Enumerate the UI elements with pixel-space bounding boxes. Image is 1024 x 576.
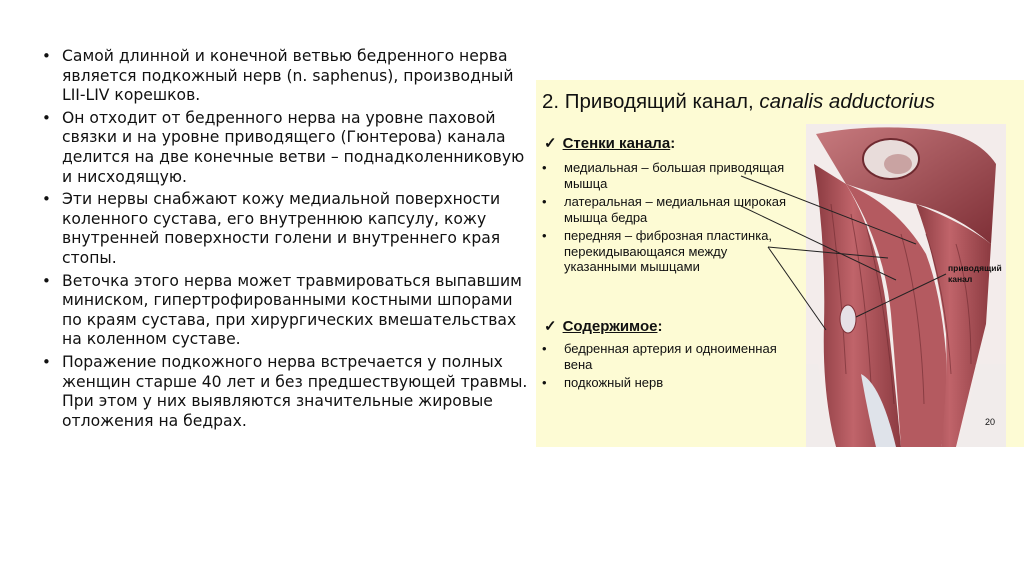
bullet-dot: •	[542, 341, 547, 356]
bullet-item	[40, 190, 530, 268]
contents-list	[540, 341, 800, 394]
bullet-item	[40, 272, 530, 350]
list-item-text: подкожный нерв	[564, 375, 664, 390]
bullet-dot: •	[542, 228, 547, 243]
checkmark-icon: ✓	[544, 318, 557, 335]
walls-heading-text: Стенки канала	[562, 135, 671, 152]
bullet-dot: •	[42, 352, 51, 371]
list-item	[540, 160, 800, 191]
page-number: 20	[985, 417, 996, 427]
bullet-text: Поражение подкожного нерва встречается у полных женщин старше 40 лет и без предшествующей травмы. При этом у них выявляются значительные жировые отложения на бедрах.	[62, 352, 528, 430]
bullet-text: Эти нервы снабжают кожу медиальной поверхности коленного сустава, его внутреннюю капсулу, кожу внутренней поверхности голени и внутреннего края стопы.	[62, 190, 501, 267]
thigh-muscles-illustration	[806, 124, 1006, 447]
panel-title	[542, 90, 1022, 114]
list-item	[540, 228, 800, 275]
bullet-item	[40, 47, 530, 106]
panel-title-plain: 2. Приводящий канал,	[542, 90, 760, 113]
bullet-dot: •	[42, 190, 51, 209]
contents-heading-text: Содержимое	[562, 318, 658, 335]
walls-heading	[544, 134, 675, 152]
list-item-text: передняя – фиброзная пластинка, перекидывающаяся между указанными мышцами	[564, 228, 773, 274]
bullet-dot: •	[42, 271, 51, 290]
walls-list	[540, 160, 800, 278]
bullet-dot: •	[42, 108, 51, 127]
panel-title-latin: canalis adductorius	[759, 90, 935, 113]
bullet-dot: •	[42, 47, 51, 65]
bullet-item	[40, 109, 530, 187]
anatomy-panel	[536, 80, 1024, 447]
bullet-item	[40, 353, 530, 431]
walls-heading-colon: :	[670, 135, 676, 152]
checkmark-icon: ✓	[544, 135, 557, 152]
bullet-dot: •	[542, 375, 547, 390]
list-item	[540, 194, 800, 225]
bullet-text: Веточка этого нерва может травмироваться выпавшим миниском, гипертрофированными костными шпорами по краям сустава, при хирургических вмешательствах на коленном суставе.	[62, 271, 522, 349]
bullet-list	[40, 47, 530, 434]
bullet-dot: •	[542, 194, 547, 209]
callout-label	[948, 263, 1002, 285]
callout-line: приводящий	[948, 263, 1002, 273]
bullet-text: Он отходит от бедренного нерва на уровне паховой связки и на уровне приводящего (Гюнтерова) канала делится на две конечные ветви – поднадколенниковую и нисходящую.	[62, 108, 525, 186]
bullet-text: Самой длинной и конечной ветвью бедренного нерва является подкожный нерв (n. saphenus), производный LII-LIV корешков.	[62, 47, 514, 105]
contents-heading	[544, 317, 662, 335]
contents-heading-colon: :	[657, 318, 663, 335]
list-item	[540, 375, 800, 391]
list-item-text: медиальная – большая приводящая мышца	[564, 160, 785, 191]
bullet-dot: •	[542, 160, 547, 175]
list-item-text: латеральная – медиальная широкая мышца бедра	[564, 194, 787, 225]
callout-line: канал	[948, 274, 973, 284]
list-item	[540, 341, 800, 372]
list-item-text: бедренная артерия и одноименная вена	[564, 341, 777, 372]
